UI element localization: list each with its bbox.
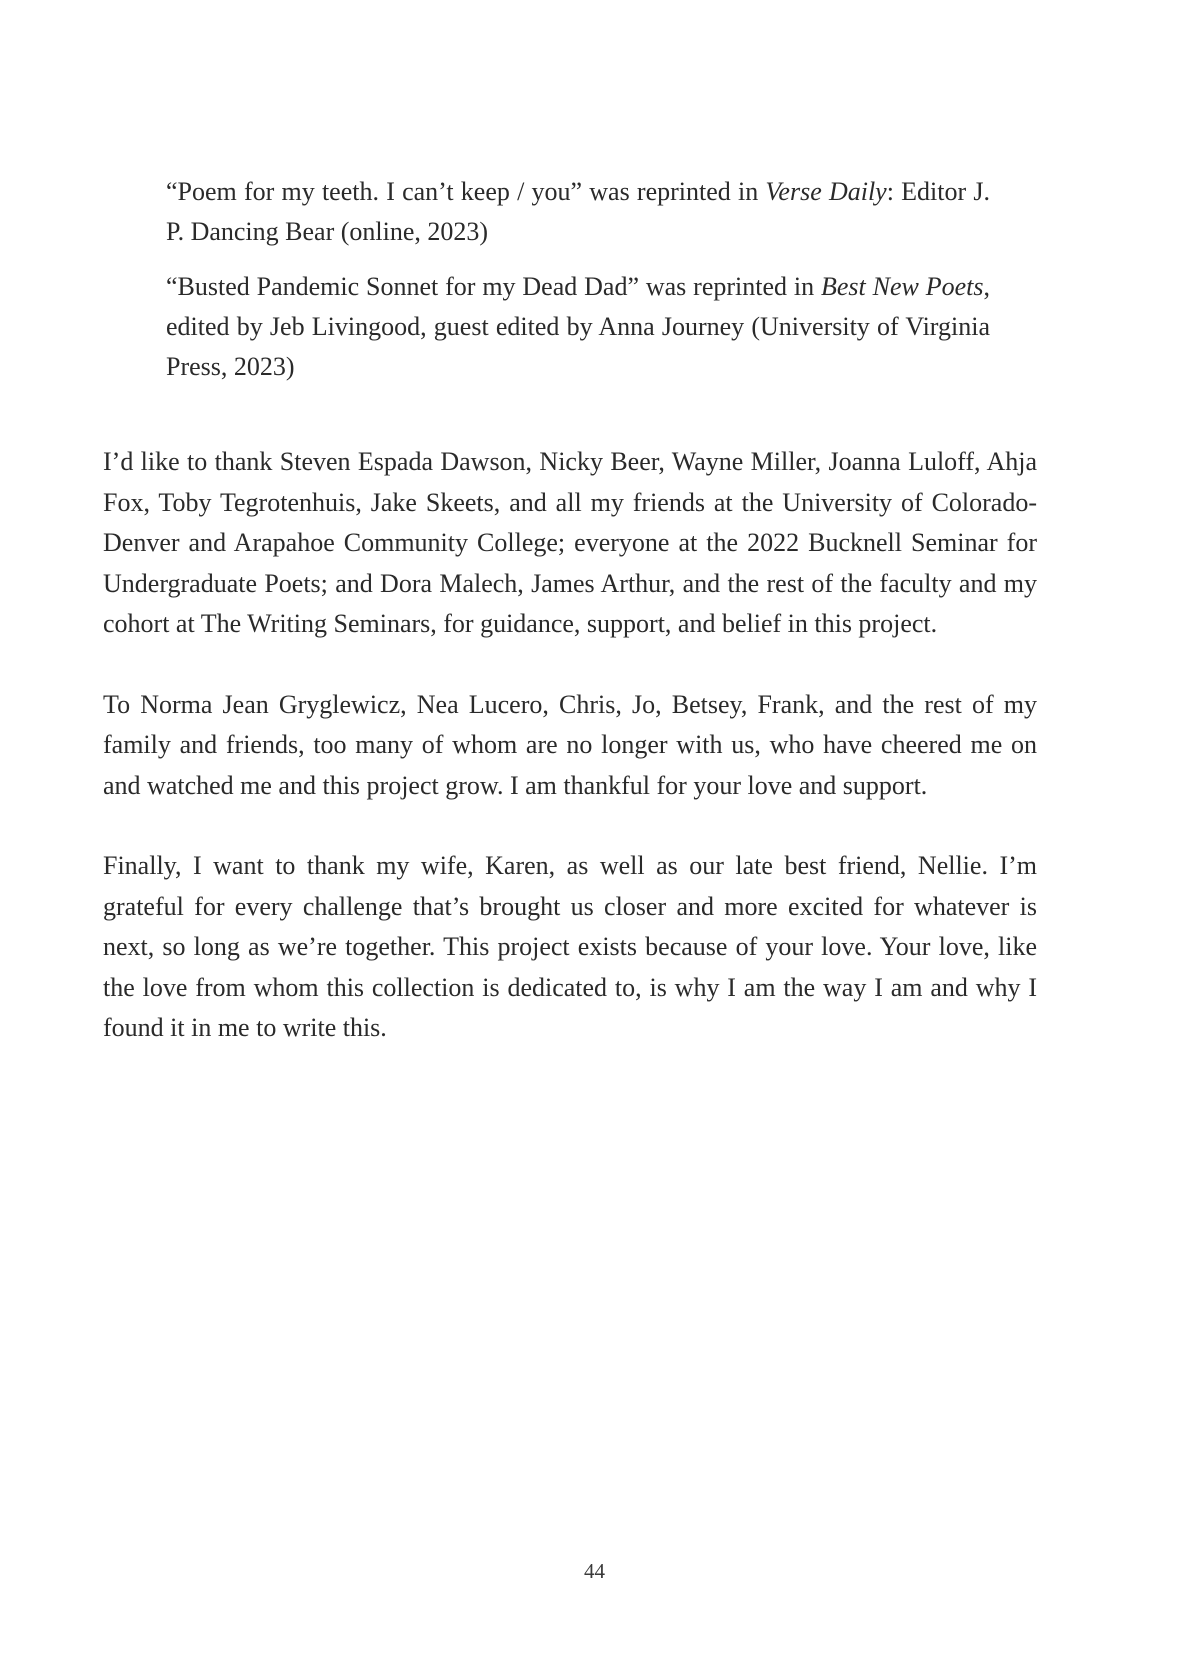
reprint-note-best-new-poets [166, 267, 990, 387]
reprint-note-text: , edited by Jeb Livingood, guest edited by Anna Journey (University of Virginia Press, 2023) [166, 272, 990, 381]
reprint-note-text: : Editor J. P. Dancing Bear (online, 2023) [166, 177, 990, 246]
acknowledgment-paragraph-family: To Norma Jean Gryglewicz, Nea Lucero, Chris, Jo, Betsey, Frank, and the rest of my family and friends, too many of whom are no longer with us, who have cheered me on and watched me and this project grow. I am thankful for your love and support. [103, 689, 1037, 800]
acknowledgments-body [103, 442, 1037, 1089]
acknowledgment-paragraph-mentors: I’d like to thank Steven Espada Dawson, Nicky Beer, Wayne Miller, Joanna Luloff, Ahja Fox, Toby Tegrotenhuis, Jake Skeets, and all my friends at the University of Colorado-Denver and Arapahoe Community College; everyone at the 2022 Bucknell Seminar for Undergraduate Poets; and Dora Malech, James Arthur, and the rest of the faculty and my cohort at The Writing Seminars, for guidance, support, and belief in this project. [103, 447, 1037, 638]
acknowledgment-paragraph-wife: Finally, I want to thank my wife, Karen, as well as our late best friend, Nellie. I’m grateful for every challenge that’s brought us closer and more excited for whatever is next, so long as we’re together. This project exists because of your love. Your love, like the love from whom this collection is dedicated to, is why I am the way I am and why I found it in me to write this. [103, 851, 1037, 1042]
page-number: 44 [584, 1559, 605, 1583]
publication-title: Verse Daily [765, 177, 887, 206]
reprint-note-verse-daily [166, 172, 990, 252]
publication-title: Best New Poets [820, 272, 984, 301]
reprint-note-text: “Poem for my teeth. I can’t keep / you” was reprinted in [166, 177, 766, 206]
reprint-note-text: “Busted Pandemic Sonnet for my Dead Dad” was reprinted in [166, 272, 821, 301]
reprint-notes [166, 172, 990, 402]
